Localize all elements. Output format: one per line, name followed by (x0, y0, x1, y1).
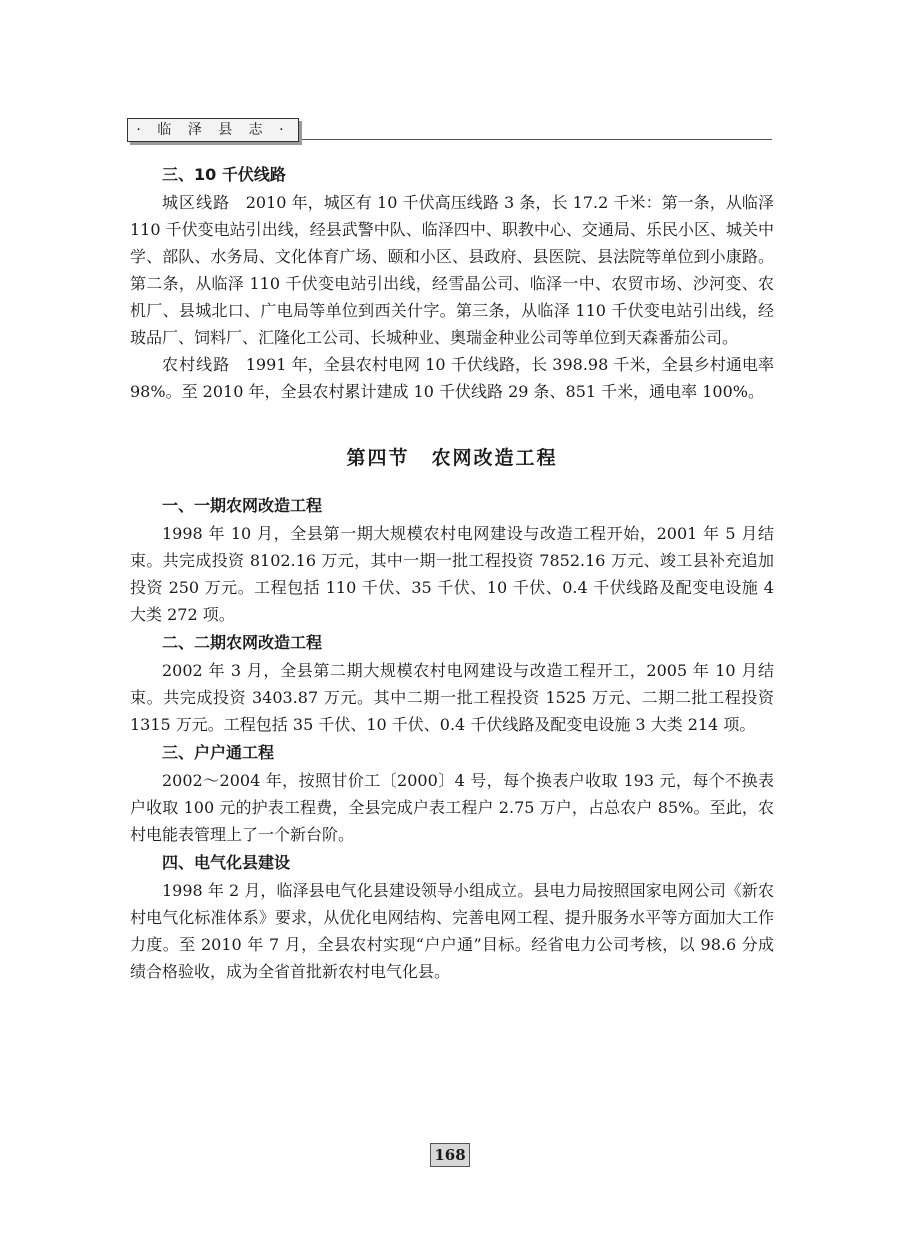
paragraph-lead: 农村线路 (162, 355, 231, 374)
header-rule (302, 139, 772, 140)
chapter-title (130, 443, 774, 470)
running-header (127, 118, 772, 142)
subsection-heading: 一、一期农网改造工程 (162, 496, 323, 515)
paragraph: 1998 年 2 月，临泽县电气化县建设领导小组成立。县电力局按照国家电网公司《新农村电气化标准体系》要求，从优化电网结构、完善电网工程、提升服务水平等方面加大工作力度。至 2010 年 7 月，全县农村实现“户户通”目标。经省电力公司考核，以 98.6 分成绩合格验收，成为全省首批新农村电气化县。 (130, 881, 774, 981)
paragraph-body: 1991 年，全县农村电网 10 千伏线路，长 398.98 千米，全县乡村通电率 98%。至 2010 年，全县农村累计建成 10 千伏线路 29 条、851 千米，通电率 100%。 (130, 355, 774, 401)
section-heading: 三、10 千伏线路 (162, 165, 286, 184)
page-number: 168 (430, 1143, 470, 1167)
paragraph-lead: 城区线路 (162, 193, 231, 212)
paragraph: 2002 年 3 月，全县第二期大规模农村电网建设与改造工程开工，2005 年 10 月结束。共完成投资 3403.87 万元。其中二期一批工程投资 1525 万元、二期二批工程投资 1315 万元。工程包括 35 千伏、10 千伏、0.4 千伏线路及配变电设施 3 大类 214 项。 (130, 661, 774, 734)
chapter-number: 第四节 (346, 447, 410, 469)
paragraph (130, 351, 774, 405)
paragraph: 2002～2004 年，按照甘价工〔2000〕4 号，每个换表户收取 193 元，每个不换表户收取 100 元的护表工程费，全县完成户表工程户 2.75 万户，占总农户 85%。至此，农村电能表管理上了一个新台阶。 (130, 771, 774, 844)
subsection-heading: 四、电气化县建设 (162, 853, 291, 872)
paragraph: 1998 年 10 月，全县第一期大规模农村电网建设与改造工程开始，2001 年 5 月结束。共完成投资 8102.16 万元，其中一期一批工程投资 7852.16 万元、竣工县补充追加投资 250 万元。工程包括 110 千伏、35 千伏、10 千伏、0.4 千伏线路及配变电设施 4 大类 272 项。 (130, 524, 774, 624)
page-body (130, 160, 774, 985)
header-title: · 临 泽 县 志 · (127, 118, 299, 142)
subsection-heading: 三、户户通工程 (162, 743, 275, 762)
subsection-heading: 二、二期农网改造工程 (162, 633, 323, 652)
paragraph (130, 189, 774, 351)
paragraph-body: 2010 年，城区有 10 千伏高压线路 3 条，长 17.2 千米：第一条，从临泽 110 千伏变电站引出线，经县武警中队、临泽四中、职教中心、交通局、乐民小区、城关中学、部队、水务局、文化体育广场、颐和小区、县政府、县医院、县法院等单位到小康路。第二条，从临泽 110 千伏变电站引出线，经雪晶公司、临泽一中、农贸市场、沙河变、农机厂、县城北口、广电局等单位到西关什字。第三条，从临泽 110 千伏变电站引出线，经玻品厂、饲料厂、汇隆化工公司、长城种业、奥瑞金种业公司等单位到天森番茄公司。 (130, 193, 774, 347)
chapter-name: 农网改造工程 (431, 447, 558, 469)
